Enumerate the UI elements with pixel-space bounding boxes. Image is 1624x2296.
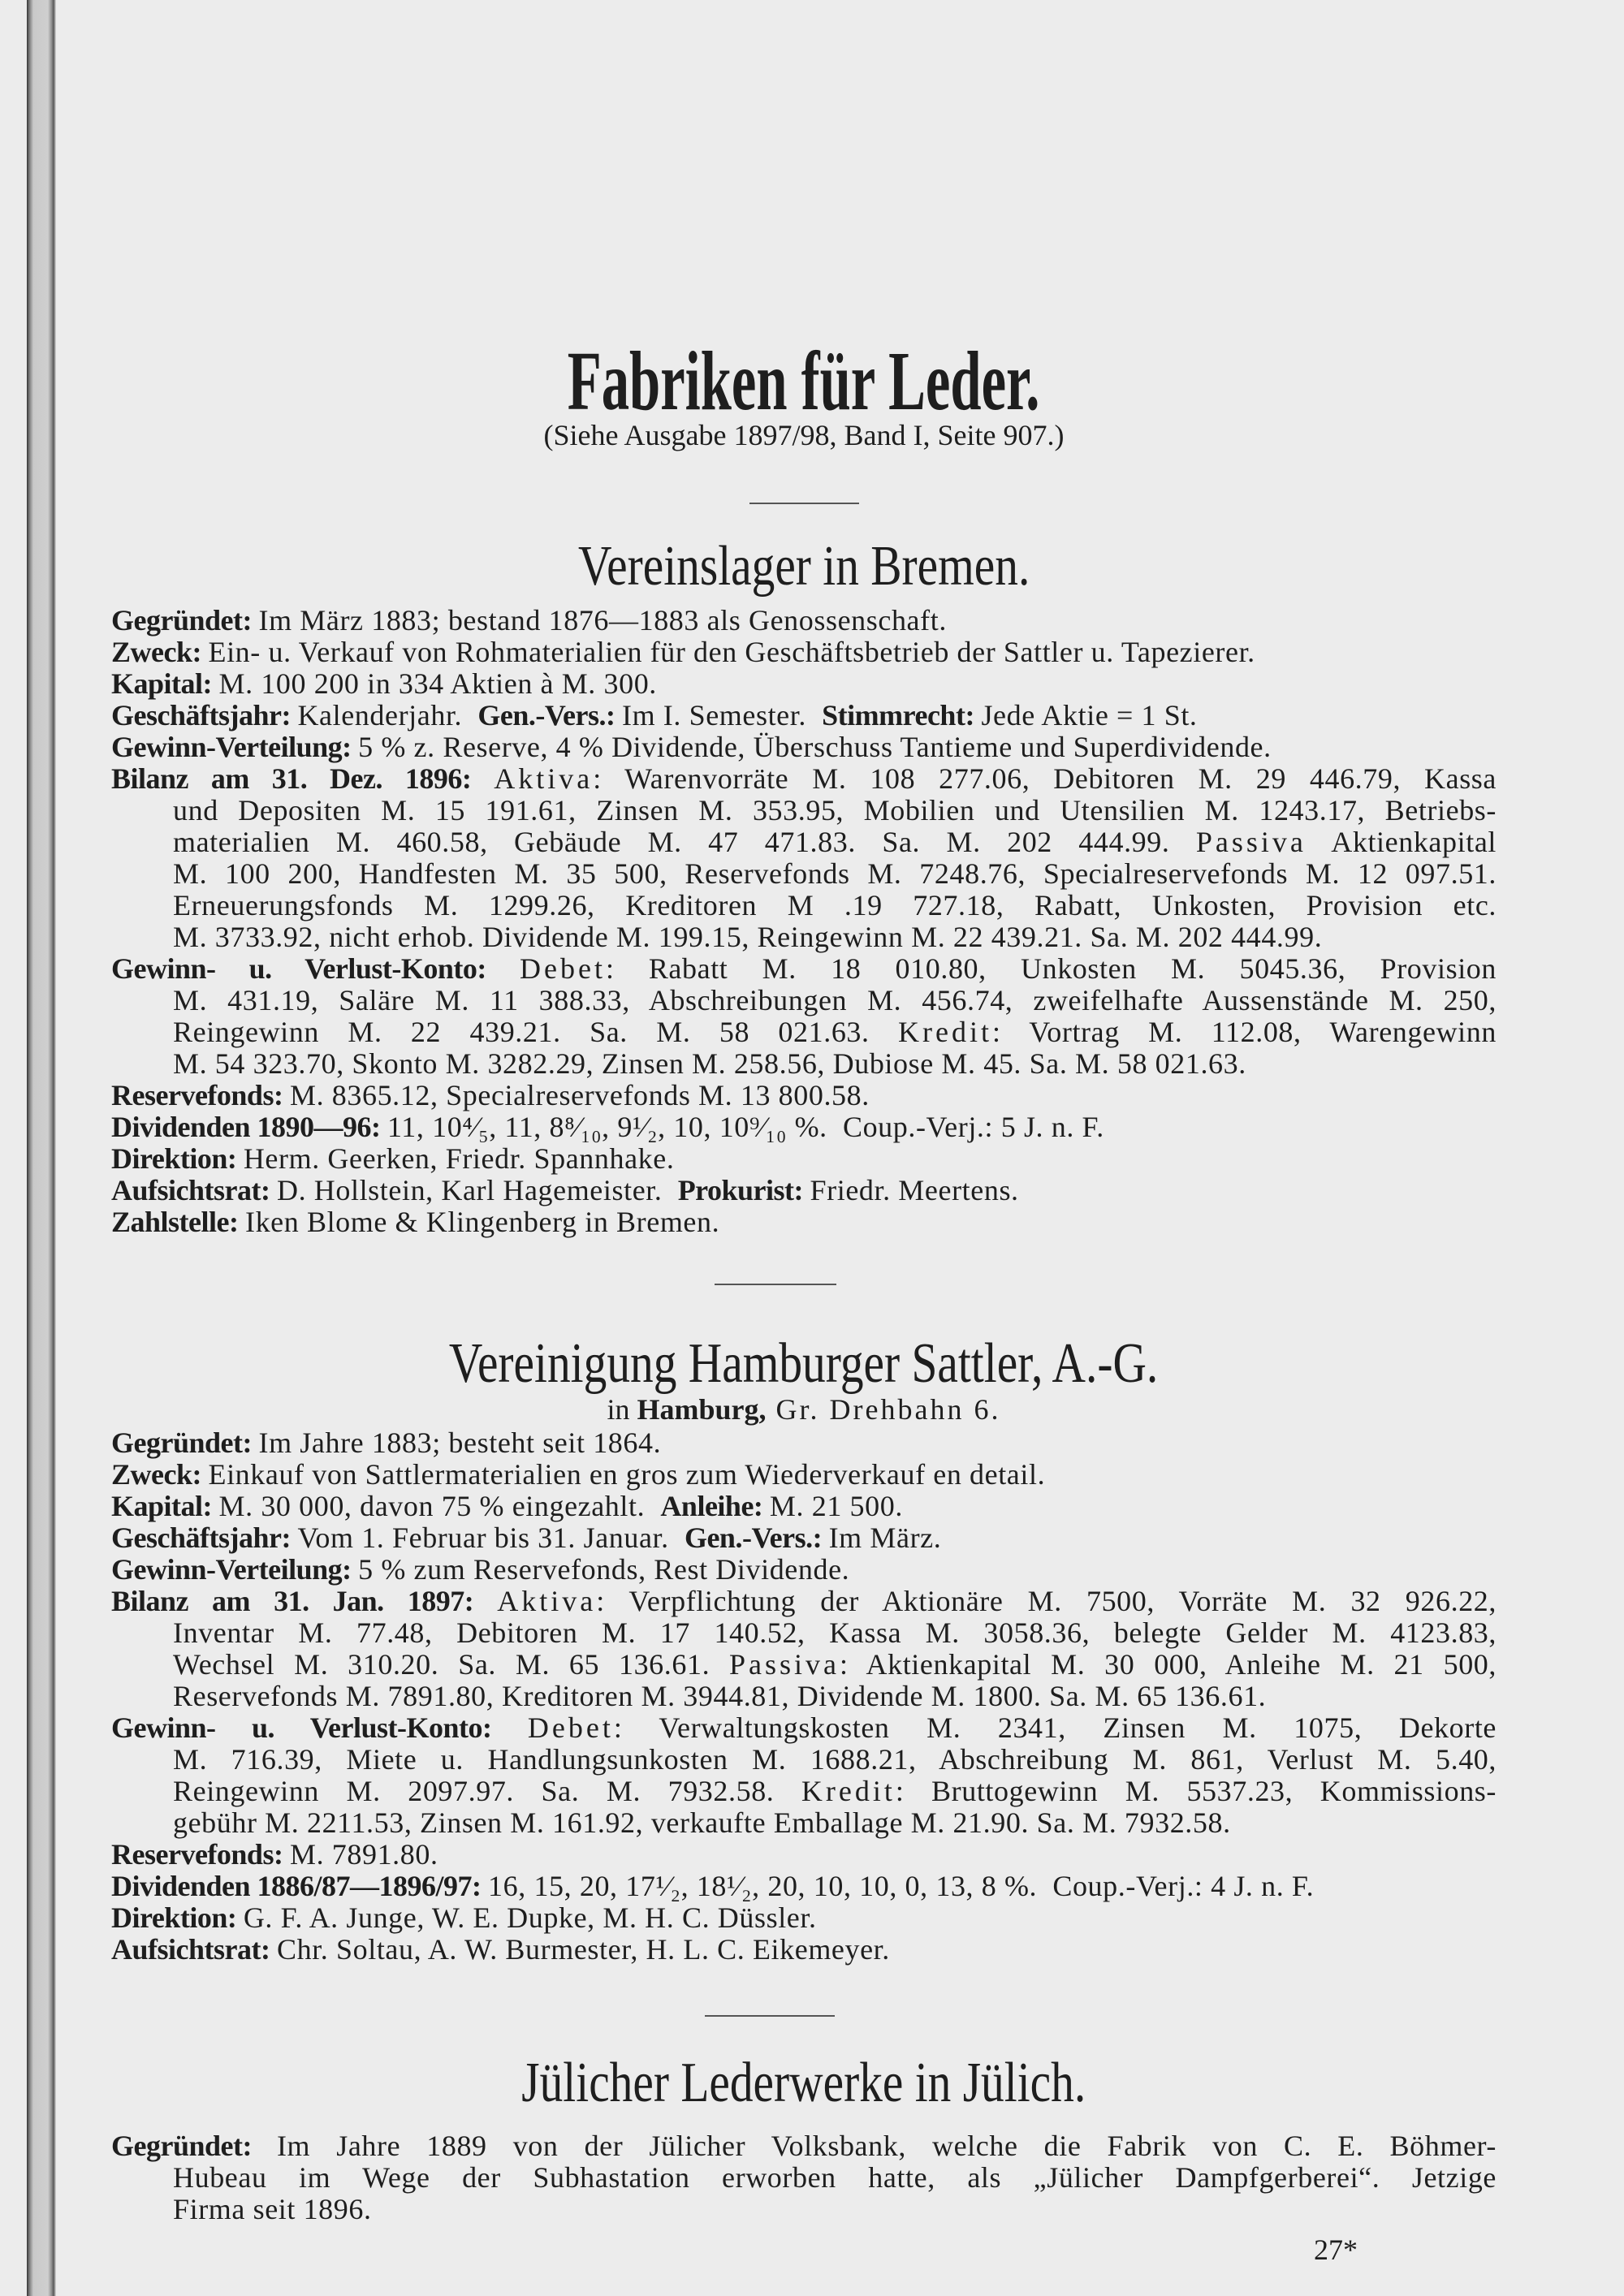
field-text: Kredit (801, 1775, 896, 1807)
field-text: : Warenvorräte M. 108 277.06, Debitoren M. 29 446.79, Kassa (593, 762, 1497, 795)
field-text: Passiva (729, 1648, 840, 1681)
field-text: Iken Blome & Klingenberg in Bremen. (244, 1206, 720, 1238)
text-line (173, 2194, 1497, 2225)
field-label: Geschäftsjahr: (111, 699, 298, 732)
field-label: Zweck: (111, 1458, 209, 1491)
field-text: : Verpflichtung der Aktionäre M. 7500, Vorräte M. 32 926.22, (596, 1585, 1497, 1617)
text-line (111, 637, 1497, 668)
field-text: M. 431.19, Saläre M. 11 388.33, Abschreibungen M. 456.74, zweifelhafte Aussenstände M. 250, (173, 984, 1497, 1016)
field-label: Stimmrecht: (822, 699, 982, 732)
text-line (173, 921, 1497, 953)
text-line (173, 2162, 1497, 2194)
field-text: Einkauf von Sattlermaterialien en gros zum Wiederverkauf en detail. (208, 1458, 1046, 1491)
field-text: Im Jahre 1889 von der Jülicher Volksbank, welche die Fabrik von C. E. Böhmer- (276, 2130, 1497, 2162)
section-title-hamburg (111, 1331, 1497, 1396)
text-line (111, 2130, 1497, 2162)
field-text: gebühr M. 2211.53, Zinsen M. 161.92, verkaufte Emballage M. 21.90. Sa. M. 7932.58. (173, 1806, 1231, 1839)
text-line (173, 890, 1497, 921)
text-line (173, 1681, 1497, 1712)
field-text: Passiva (1195, 826, 1307, 858)
field-text: Vom 1. Februar bis 31. Januar. (297, 1521, 685, 1554)
location-prefix: in (607, 1393, 637, 1426)
field-text: 5 % z. Reserve, 4 % Dividende, Überschuss Tantieme und Superdividende. (358, 731, 1272, 763)
field-text: Im I. Semester. (622, 699, 823, 732)
field-text: Reingewinn M. 22 439.21. Sa. M. 58 021.63. (173, 1016, 898, 1048)
field-text: : Aktienkapital M. 30 000, Anleihe M. 21 500, (840, 1648, 1497, 1681)
text-line (111, 1206, 1497, 1238)
text-line (111, 732, 1497, 763)
field-text: G. F. A. Junge, W. E. Dupke, M. H. C. Düssler. (243, 1901, 817, 1934)
text-line (111, 1934, 1497, 1966)
field-label: Bilanz am 31. Jan. 1897: (111, 1585, 498, 1617)
section-title-bremen (111, 534, 1497, 599)
field-label: Gegründet: (111, 604, 259, 637)
divider (705, 2015, 835, 2017)
field-text: 16, 15, 20, 17¹⁄₂, 18¹⁄₂, 20, 10, 10, 0, 13, 8 %. Coup.-Verj.: 4 J. n. F. (488, 1870, 1315, 1902)
field-label: Reservefonds: (111, 1838, 290, 1871)
text-line (173, 826, 1497, 858)
field-text: M. 716.39, Miete u. Handlungsunkosten M. 1688.21, Abschreibung M. 861, Verlust M. 5.40, (173, 1743, 1497, 1776)
section-title-text: Vereinigung Hamburger Sattler, A.-G. (449, 1332, 1159, 1395)
field-text: Ein- u. Verkauf von Rohmaterialien für den Geschäftsbetrieb der Sattler u. Tapezierer. (208, 636, 1255, 668)
text-line (111, 1554, 1497, 1586)
text-line (111, 1080, 1497, 1111)
field-text: D. Hollstein, Karl Hagemeister. (276, 1174, 678, 1206)
field-text: M. 21 500. (769, 1490, 903, 1522)
text-line (111, 1459, 1497, 1491)
field-label: Dividenden 1886/87—1896/97: (111, 1870, 489, 1902)
field-label: Gewinn- u. Verlust-Konto: (111, 952, 520, 985)
field-label: Zweck: (111, 636, 209, 668)
page-subtitle: (Siehe Ausgabe 1897/98, Band I, Seite 907.) (543, 419, 1065, 451)
field-text: Aktiva (494, 762, 594, 795)
text-line (111, 1111, 1497, 1143)
field-label: Kapital: (111, 667, 219, 700)
text-line (111, 605, 1497, 637)
field-text: Im Jahre 1883; besteht seit 1864. (258, 1426, 662, 1459)
field-text: : Bruttogewinn M. 5537.23, Kommissions- (895, 1775, 1497, 1807)
field-text: Jede Aktie = 1 St. (981, 699, 1198, 732)
location-city: Hamburg, (637, 1393, 767, 1426)
field-text: M. 8365.12, Specialreservefonds M. 13 800.58. (289, 1079, 870, 1111)
text-line (173, 1617, 1497, 1649)
text-line (111, 1491, 1497, 1522)
field-text: : Rabatt M. 18 010.80, Unkosten M. 5045.36, Provision (605, 952, 1497, 985)
book-spine-edge (27, 0, 56, 2296)
field-label: Aufsichtsrat: (111, 1174, 277, 1206)
field-label: Aufsichtsrat: (111, 1933, 277, 1966)
field-text: Debet (527, 1711, 614, 1744)
text-line (111, 1427, 1497, 1459)
field-text: Wechsel M. 310.20. Sa. M. 65 136.61. (173, 1648, 730, 1681)
field-label: Gen.-Vers.: (684, 1521, 829, 1554)
divider (715, 1284, 836, 1285)
field-text: Inventar M. 77.48, Debitoren M. 17 140.52, Kassa M. 3058.36, belegte Gelder M. 4123.83, (173, 1616, 1497, 1649)
field-text: Chr. Soltau, A. W. Burmester, H. L. C. Eikemeyer. (276, 1933, 890, 1966)
text-line (111, 1586, 1497, 1617)
field-text: materialien M. 460.58, Gebäude M. 47 471.83. Sa. M. 202 444.99. (173, 826, 1196, 858)
field-text: Reservefonds M. 7891.80, Kreditoren M. 3944.81, Dividende M. 1800. Sa. M. 65 136.61. (173, 1680, 1267, 1712)
field-text: Reingewinn M. 2097.97. Sa. M. 7932.58. (173, 1775, 801, 1807)
text-line (173, 1649, 1497, 1681)
text-line (111, 1871, 1497, 1902)
field-text: 11, 10⁴⁄₅, 11, 8⁸⁄₁₀, 9¹⁄₂, 10, 10⁹⁄₁₀ %. Coup.-Verj.: 5 J. n. F. (387, 1111, 1104, 1143)
divider (749, 503, 859, 504)
field-label: Gewinn-Verteilung: (111, 1553, 359, 1586)
field-text: Erneuerungsfonds M. 1299.26, Kreditoren M .19 727.18, Rabatt, Unkosten, Provision etc. (173, 889, 1497, 921)
field-label: Dividenden 1890—96: (111, 1111, 388, 1143)
text-line (111, 1522, 1497, 1554)
text-line (111, 700, 1497, 732)
field-label: Reservefonds: (111, 1079, 290, 1111)
text-line (111, 1839, 1497, 1871)
field-text: und Depositen M. 15 191.61, Zinsen M. 353.95, Mobilien und Utensilien M. 1243.17, Betriebs- (173, 794, 1497, 826)
field-label: Direktion: (111, 1142, 244, 1175)
section-body-juelich (111, 2130, 1497, 2225)
text-line (111, 763, 1497, 795)
field-label: Bilanz am 31. Dez. 1896: (111, 762, 495, 795)
section-body-hamburg (111, 1427, 1497, 1966)
text-line (173, 858, 1497, 890)
field-label: Geschäftsjahr: (111, 1521, 298, 1554)
location-address: Gr. Drehbahn 6. (766, 1393, 1001, 1426)
field-label: Gegründet: (111, 2130, 277, 2162)
text-line (173, 795, 1497, 826)
text-line (173, 1048, 1497, 1080)
field-label: Gen.-Vers.: (477, 699, 622, 732)
field-text: M. 100 200, Handfesten M. 35 500, Reservefonds M. 7248.76, Specialreservefonds M. 12 097.51. (173, 857, 1497, 890)
text-line (111, 953, 1497, 985)
field-label: Direktion: (111, 1901, 244, 1934)
field-text: : Verwaltungskosten M. 2341, Zinsen M. 1075, Dekorte (613, 1711, 1497, 1744)
section-title-juelich (111, 2051, 1497, 2116)
field-text: M. 3733.92, nicht erhob. Dividende M. 199.15, Reingewinn M. 22 439.21. Sa. M. 202 444.99. (173, 921, 1323, 953)
text-line (173, 1807, 1497, 1839)
text-line (173, 1016, 1497, 1048)
section-title-text: Vereinslager in Bremen. (577, 535, 1030, 598)
field-text: Hubeau im Wege der Subhastation erworben hatte, als „Jülicher Dampfgerberei“. Jetzige (173, 2161, 1497, 2194)
field-text: M. 54 323.70, Skonto M. 3282.29, Zinsen M. 258.56, Dubiose M. 45. Sa. M. 58 021.63. (173, 1047, 1246, 1080)
field-text: M. 30 000, davon 75 % eingezahlt. (218, 1490, 661, 1522)
field-text: Im März 1883; bestand 1876—1883 als Genossenschaft. (258, 604, 947, 637)
field-text: Firma seit 1896. (173, 2193, 372, 2225)
field-text: Im März. (828, 1521, 942, 1554)
field-text: Friedr. Meertens. (810, 1174, 1019, 1206)
text-line (111, 1902, 1497, 1934)
field-text: M. 7891.80. (289, 1838, 438, 1871)
field-label: Gewinn- u. Verlust-Konto: (111, 1711, 528, 1744)
field-label: Prokurist: (677, 1174, 810, 1206)
text-line (111, 1143, 1497, 1175)
field-label: Kapital: (111, 1490, 219, 1522)
field-text: 5 % zum Reservefonds, Rest Dividende. (358, 1553, 850, 1586)
field-label: Gewinn-Verteilung: (111, 731, 359, 763)
field-label: Anleihe: (660, 1490, 770, 1522)
text-line (173, 1744, 1497, 1776)
page-title-text: Fabriken für Leder. (568, 334, 1040, 428)
field-text: Kredit (898, 1016, 992, 1048)
section-body-bremen (111, 605, 1497, 1238)
field-text: Aktiva (497, 1585, 597, 1617)
field-label: Gegründet: (111, 1426, 259, 1459)
text-line (173, 985, 1497, 1016)
section-title-text: Jülicher Lederwerke in Jülich. (521, 2052, 1086, 2114)
field-label: Zahlstelle: (111, 1206, 245, 1238)
field-text: Herm. Geerken, Friedr. Spannhake. (243, 1142, 675, 1175)
field-text: Debet (520, 952, 606, 985)
text-line (111, 1175, 1497, 1206)
text-line (111, 668, 1497, 700)
field-text: Aktienkapital (1306, 826, 1497, 858)
text-line (173, 1776, 1497, 1807)
field-text: : Vortrag M. 112.08, Warengewinn (991, 1016, 1497, 1048)
text-line (111, 1712, 1497, 1744)
field-text: Kalenderjahr. (297, 699, 478, 732)
section-location-hamburg (111, 1392, 1497, 1427)
field-text: M. 100 200 in 334 Aktien à M. 300. (218, 667, 657, 700)
page-number: 27* (1314, 2233, 1358, 2266)
